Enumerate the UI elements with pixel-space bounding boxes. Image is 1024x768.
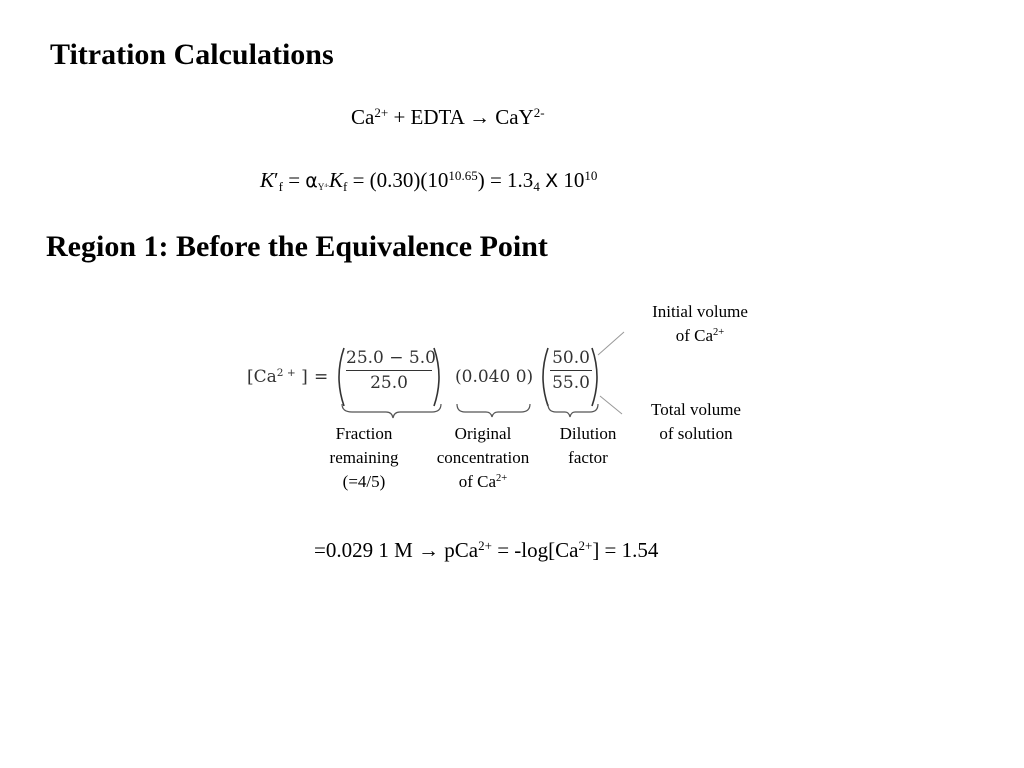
arrow-icon: →	[418, 538, 440, 562]
underbrace-2	[457, 404, 530, 417]
kf-k-subscript: f	[343, 178, 348, 194]
label-total-volume-line2: of solution	[659, 424, 733, 443]
reaction-product-charge: 2-	[533, 104, 545, 120]
kf-ten-exponent: 10	[584, 167, 598, 183]
result-equation	[314, 538, 658, 563]
kf-subscript-digit: 4	[533, 178, 540, 194]
result-value: =0.029 1 M	[314, 538, 413, 562]
result-final: ] = 1.54	[592, 538, 659, 562]
kf-expression: = (0.30)(10	[352, 168, 449, 192]
eq-lhs-charge: 2 +	[276, 367, 296, 380]
fraction-1-denominator: 25.0	[370, 373, 408, 393]
result-log-expression: = -log[Ca	[497, 538, 579, 562]
alpha-subscript: Y	[317, 181, 325, 192]
label-initial-volume	[636, 300, 764, 348]
kf-prime: ′	[274, 168, 279, 192]
label-dilution-line2: factor	[568, 448, 608, 467]
label-original-charge: 2+	[496, 473, 508, 485]
label-fraction-line2: remaining	[329, 448, 399, 467]
kf-exponent: 10.65	[448, 167, 478, 183]
eq-middle: (0.040 0)	[455, 367, 534, 387]
eq-equals: =	[314, 367, 329, 387]
label-total-volume-line1: Total volume	[651, 400, 741, 419]
label-dilution-factor	[548, 422, 628, 470]
reaction-ca-charge: 2+	[374, 104, 389, 120]
times-symbol: X	[545, 170, 559, 192]
kf-ten: 10	[563, 168, 585, 192]
pointer-total-volume	[600, 396, 622, 414]
reaction-edta: + EDTA	[393, 105, 464, 129]
kf-subscript: f	[278, 178, 283, 194]
label-initial-volume-line2: of Ca	[675, 326, 714, 345]
label-fraction-line3: (=4/5)	[342, 472, 386, 491]
label-dilution-line1: Dilution	[559, 424, 617, 443]
label-original-concentration	[424, 422, 542, 494]
result-pca-charge: 2+	[478, 537, 492, 553]
kf-k-symbol: K	[328, 168, 343, 192]
page-title: Titration Calculations	[50, 38, 334, 71]
result-pca: pCa	[444, 538, 479, 562]
pointer-initial-volume	[598, 332, 624, 355]
label-initial-volume-charge: 2+	[713, 327, 725, 339]
label-original-line1: Original	[454, 424, 512, 443]
fraction-2-numerator: 50.0	[552, 348, 590, 368]
kf-equals: =	[288, 168, 301, 192]
underbrace-3	[548, 404, 598, 417]
kf-symbol: K	[260, 168, 275, 192]
label-original-line2: concentration	[436, 448, 530, 467]
alpha-subscript-charge: 4-	[324, 182, 329, 189]
fraction-1-numerator: 25.0 − 5.0	[346, 348, 436, 368]
underbrace-1	[342, 404, 441, 418]
reaction-ca: Ca	[351, 105, 375, 129]
label-initial-volume-line1: Initial volume	[652, 302, 748, 321]
kf-result: ) = 1.3	[477, 168, 534, 192]
label-total-volume	[636, 398, 756, 446]
eq-lhs-close: ]	[301, 367, 308, 387]
result-log-charge: 2+	[578, 537, 593, 553]
label-original-line3: of Ca	[458, 472, 497, 491]
label-fraction-line1: Fraction	[335, 424, 393, 443]
region-heading: Region 1: Before the Equivalence Point	[46, 230, 548, 263]
fraction-2-denominator: 55.0	[552, 373, 590, 393]
label-fraction-remaining	[314, 422, 414, 494]
alpha-symbol: α	[305, 170, 318, 192]
reaction-product: CaY	[495, 105, 534, 129]
eq-lhs-ca: [Ca	[247, 367, 277, 387]
arrow-icon: →	[468, 105, 490, 129]
